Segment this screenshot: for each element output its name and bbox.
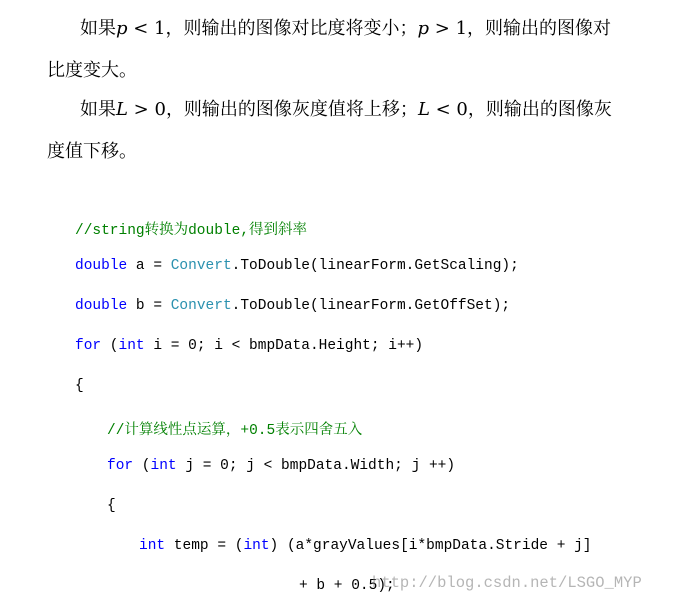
code-line-continuation: + b + 0.5); <box>299 578 395 594</box>
code-comment-1: //string转换为double,得到斜率 <box>75 223 308 239</box>
text: ，则输出的图像对比度将变小； <box>165 18 418 39</box>
text: 如果 <box>80 18 116 39</box>
code-keyword: for <box>107 458 134 474</box>
code-keyword: double <box>75 298 128 314</box>
code-keyword: int <box>118 338 145 354</box>
paragraph-2-line-2: 度值下移。 <box>47 141 137 162</box>
math-var: p <box>116 18 128 39</box>
code-class: Convert <box>170 298 232 314</box>
code-keyword: for <box>75 338 102 354</box>
code-brace-open-2: { <box>107 498 116 514</box>
code-text: ) (a*grayValues[i*bmpData.Stride + j] <box>269 538 592 554</box>
code-line-double-a <box>75 258 519 274</box>
math-cond: < 1 <box>127 18 166 39</box>
text: ，则输出的图像对 <box>467 18 612 39</box>
code-class: Convert <box>170 258 232 274</box>
text: ，则输出的图像灰 <box>467 99 612 120</box>
math-cond: > 1 <box>429 18 468 39</box>
code-keyword: int <box>243 538 270 554</box>
text: ，则输出的图像灰度值将上移； <box>165 99 418 120</box>
code-text: ( <box>133 458 151 474</box>
paragraph-1-line-2: 比度变大。 <box>47 60 137 81</box>
math-var: L <box>116 99 128 120</box>
code-keyword: int <box>139 538 166 554</box>
code-text: .ToDouble(linearForm.GetOffSet); <box>231 298 511 314</box>
code-keyword: double <box>75 258 128 274</box>
code-text: .ToDouble(linearForm.GetScaling); <box>231 258 519 274</box>
text: 如果 <box>80 99 116 120</box>
code-text: a = <box>127 258 171 274</box>
paragraph-2-line-1 <box>80 95 612 121</box>
code-text: b = <box>127 298 171 314</box>
code-keyword: int <box>150 458 177 474</box>
code-line-for-j <box>107 458 455 474</box>
code-text: i = 0; i < bmpData.Height; i++) <box>144 338 424 354</box>
watermark: http://blog.csdn.net/LSGO_MYP <box>372 574 642 592</box>
math-var: p <box>417 18 430 39</box>
code-text: j = 0; j < bmpData.Width; j ++) <box>176 458 456 474</box>
paragraph-1-line-1 <box>80 14 611 40</box>
math-cond: > 0 <box>127 99 166 120</box>
code-line-for-i <box>75 338 423 354</box>
code-brace-open-1: { <box>75 378 84 394</box>
code-text: ( <box>101 338 119 354</box>
code-line-double-b <box>75 298 510 314</box>
code-line-int-temp <box>139 538 592 554</box>
math-cond: < 0 <box>429 99 468 120</box>
math-var: L <box>417 99 430 120</box>
code-comment-2: //计算线性点运算，+0.5表示四舍五入 <box>107 423 363 439</box>
code-text: temp = ( <box>165 538 244 554</box>
